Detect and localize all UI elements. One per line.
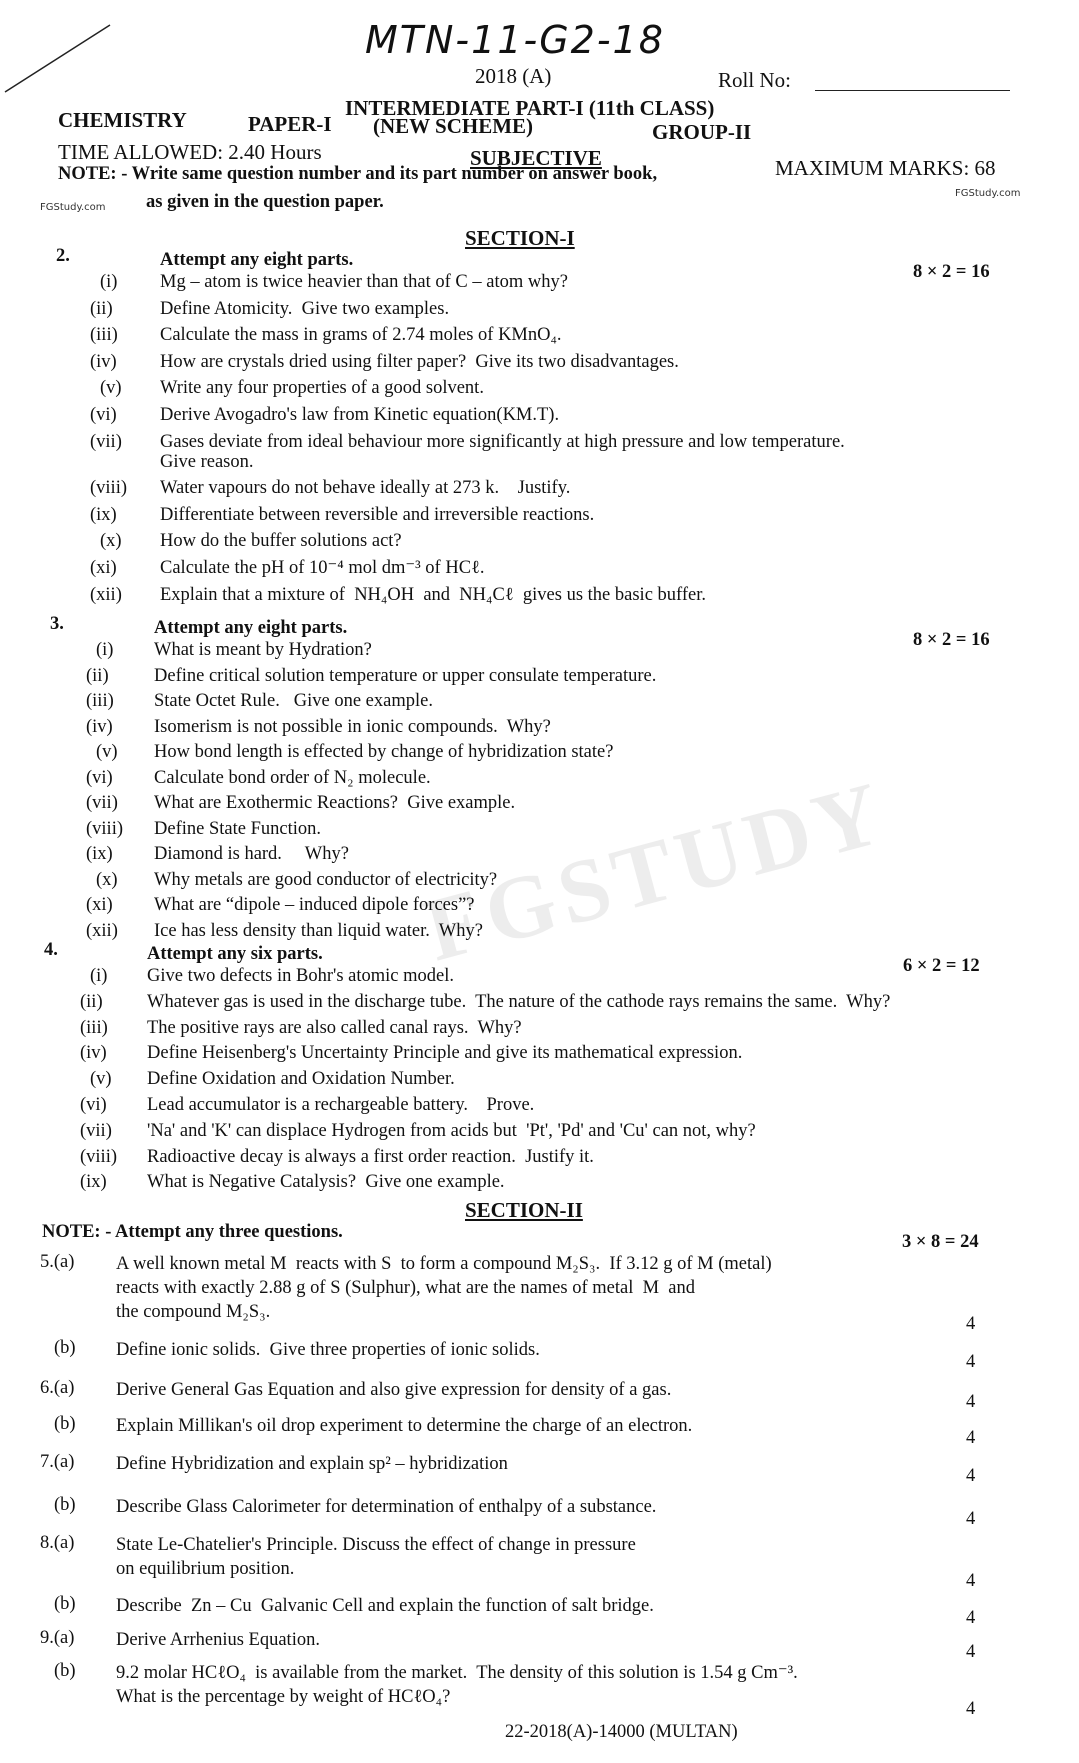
section-1-title: SECTION-I [465,226,575,250]
question-text: Calculate the pH of 10⁻⁴ mol dm⁻³ of HCℓ. [160,558,485,578]
time-allowed: TIME ALLOWED: 2.40 Hours [58,140,322,164]
question-text: Isomerism is not possible in ionic compounds. Why? [154,716,551,737]
part-number: (b) [54,1594,76,1614]
part-marks: 4 [966,1314,976,1334]
part-marks: 4 [966,1352,976,1372]
question-instruction: Attempt any six parts. [147,944,323,964]
question-text: 'Na' and 'K' can displace Hydrogen from acids but 'Pt', 'Pd' and 'Cu' can not, why? [147,1120,756,1141]
part-number: 9.(a) [40,1628,75,1648]
question-text: 9.2 molar HCℓO₄ is available from the market. The density of this solution is 1.54 g Cm⁻³. What is the percentage by weight of HCℓO₄? [116,1663,798,1707]
section-2-note: NOTE: - Attempt any three questions. [42,1222,343,1242]
part-marks: 4 [966,1608,976,1628]
roll-no-label: Roll No: [718,68,791,92]
part-number: (ix) [86,844,113,864]
question-text: Explain that a mixture of NH₄OH and NH₄Cℓ gives us the basic buffer. [160,584,706,605]
part-number: (iii) [86,691,114,711]
part-number: (ix) [90,504,117,525]
part-marks: 4 [966,1571,976,1591]
question-number: 2. [56,246,70,266]
question-text: What is meant by Hydration? [154,640,372,660]
site-watermark: FGStudy.com [955,188,1021,199]
question-instruction: Attempt any eight parts. [160,250,354,270]
part-number: (i) [100,272,118,292]
group: GROUP-II [652,120,752,144]
question-number: 4. [44,940,58,960]
question-text: Define Hybridization and explain sp² – hybridization [116,1454,508,1474]
question-text: Water vapours do not behave ideally at 273 k. Justify. [160,478,571,499]
question-text: Describe Glass Calorimeter for determination of enthalpy of a substance. [116,1497,657,1517]
question-text: How do the buffer solutions act? [160,531,402,552]
question-text: Diamond is hard. Why? [154,844,349,864]
part-marks: 4 [966,1509,976,1529]
question-text: How are crystals dried using filter paper? Give its two disadvantages. [160,351,679,372]
question-text: Derive Avogadro's law from Kinetic equation(KM.T). [160,405,560,425]
part-number: (v) [96,742,118,762]
question-text: Calculate bond order of N₂ molecule. [154,767,431,788]
question-text: State Octet Rule. Give one example. [154,691,433,711]
question-text: Whatever gas is used in the discharge tube. The nature of the cathode rays remains the same. Why? [147,991,891,1012]
paper: PAPER-I [248,112,332,136]
exam-level: INTERMEDIATE PART-I (11th CLASS) [345,96,715,120]
question-text: Ice has less density than liquid water. Why? [154,920,483,941]
part-number: 5.(a) [40,1252,75,1272]
part-number: (i) [90,966,108,986]
exam-year: 2018 (A) [475,64,552,88]
part-number: (ii) [80,991,103,1012]
part-number: (iv) [86,716,113,737]
part-number: (x) [96,869,118,890]
question-text: Gases deviate from ideal behaviour more significantly at high pressure and low temperature. Give reason. [160,431,845,472]
question-text: Radioactive decay is always a first order reaction. Justify it. [147,1146,594,1167]
part-number: 7.(a) [40,1452,75,1472]
question-text: Explain Millikan's oil drop experiment to determine the charge of an electron. [116,1416,693,1436]
part-marks: 4 [966,1428,976,1448]
question-text: Define critical solution temperature or upper consulate temperature. [154,665,657,686]
question-text: What is Negative Catalysis? Give one example. [147,1172,505,1193]
part-number: (b) [54,1661,76,1681]
question-marks: 6 × 2 = 12 [903,956,980,976]
part-number: (b) [54,1414,76,1434]
question-text: State Le-Chatelier's Principle. Discuss the effect of change in pressure on equilibrium position. [116,1535,636,1579]
part-number: (v) [100,378,122,399]
question-text: Derive General Gas Equation and also give expression for density of a gas. [116,1380,672,1400]
note-line-2: as given in the question paper. [146,192,384,212]
question-text: Calculate the mass in grams of 2.74 moles of KMnO₄. [160,325,562,346]
part-number: (i) [96,640,114,660]
question-text: How bond length is effected by change of hybridization state? [154,742,614,762]
part-number: (xii) [90,584,122,605]
question-marks: 8 × 2 = 16 [913,262,990,282]
part-number: (x) [100,531,122,552]
part-number: (vii) [86,793,118,813]
part-number: (ii) [90,298,113,319]
part-number: (iv) [90,351,117,372]
part-number: 8.(a) [40,1533,75,1553]
question-text: Why metals are good conductor of electricity? [154,869,498,890]
question-text: Lead accumulator is a rechargeable battery. Prove. [147,1095,535,1115]
part-number: (iv) [80,1043,107,1064]
question-text: Derive Arrhenius Equation. [116,1630,320,1650]
question-text: Give two defects in Bohr's atomic model. [147,966,454,986]
question-text: Mg – atom is twice heavier than that of C – atom why? [160,272,568,292]
section-2-title: SECTION-II [465,1198,583,1222]
part-number: (vi) [90,405,117,425]
question-text: What are “dipole – induced dipole forces”? [154,895,475,915]
part-marks: 4 [966,1392,976,1412]
part-number: (vi) [80,1095,107,1115]
part-marks: 4 [966,1466,976,1486]
question-instruction: Attempt any eight parts. [154,618,348,638]
part-number: (viii) [80,1146,117,1167]
handwritten-code: MTN-11-G2-18 [365,18,665,62]
question-text: Define Heisenberg's Uncertainty Principle and give its mathematical expression. [147,1043,743,1064]
part-number: (ii) [86,665,109,686]
question-text: Define Atomicity. Give two examples. [160,298,450,319]
paper-type: SUBJECTIVE [470,146,602,170]
question-text: A well known metal M reacts with S to form a compound M₂S₃. If 3.12 g of M (metal) reacts with exactly 2.88 g of S (Sulphur), what are the names of metal M and the compound M₂S₃. [116,1254,772,1322]
part-number: (vi) [86,767,113,788]
section-2-marks: 3 × 8 = 24 [902,1232,979,1252]
part-marks: 4 [966,1642,976,1662]
part-number: (viii) [86,818,123,839]
part-number: (viii) [90,478,127,499]
part-number: (ix) [80,1172,107,1193]
footer-code: 22-2018(A)-14000 (MULTAN) [505,1722,738,1742]
question-text: The positive rays are also called canal rays. Why? [147,1017,522,1038]
subject: CHEMISTRY [58,108,187,132]
maximum-marks: MAXIMUM MARKS: 68 [775,156,996,180]
part-marks: 4 [966,1699,976,1719]
question-text: Define ionic solids. Give three properties of ionic solids. [116,1340,540,1360]
question-text: Write any four properties of a good solvent. [160,378,484,399]
note-line-1: NOTE: - Write same question number and its part number on answer book, [58,164,658,184]
part-number: (xi) [86,895,113,915]
question-text: Describe Zn – Cu Galvanic Cell and explain the function of salt bridge. [116,1596,654,1616]
part-number: (vii) [80,1120,112,1141]
scheme: (NEW SCHEME) [373,114,534,138]
question-text: Differentiate between reversible and irreversible reactions. [160,504,595,525]
question-number: 3. [50,614,64,634]
pen-stroke-mark [0,20,120,100]
part-number: 6.(a) [40,1378,75,1398]
part-number: (xi) [90,558,117,578]
watermark: FGSTUDY [415,762,897,981]
part-number: (b) [54,1495,76,1515]
part-number: (vii) [90,431,122,452]
part-number: (iii) [80,1017,108,1038]
part-number: (v) [90,1069,112,1090]
part-number: (xii) [86,920,118,941]
part-number: (iii) [90,325,118,346]
question-text: What are Exothermic Reactions? Give example. [154,793,516,813]
question-text: Define State Function. [154,818,321,839]
question-text: Define Oxidation and Oxidation Number. [147,1069,455,1090]
site-watermark: FGStudy.com [40,202,106,213]
roll-no-field[interactable] [815,90,1010,91]
question-marks: 8 × 2 = 16 [913,630,990,650]
part-number: (b) [54,1338,76,1358]
